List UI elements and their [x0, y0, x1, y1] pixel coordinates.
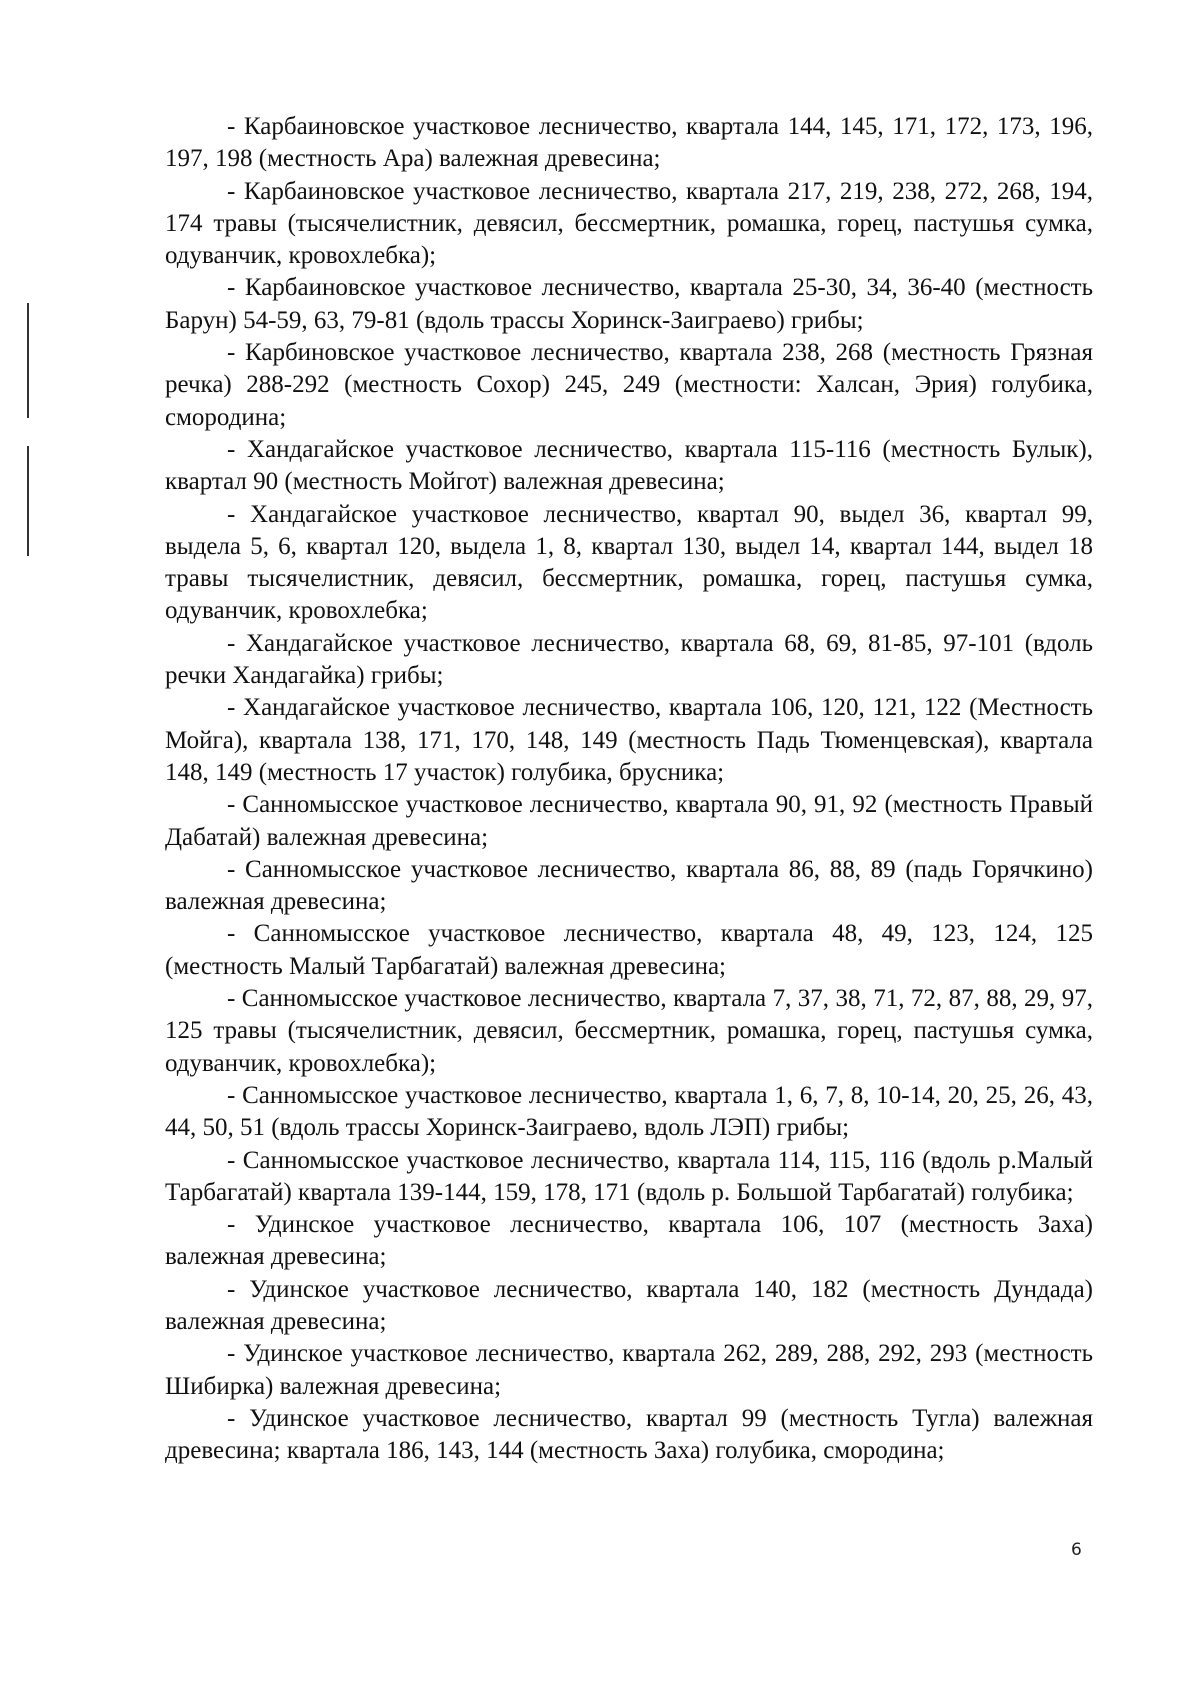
paragraph: - Санномысское участковое лесничество, квартала 90, 91, 92 (местность Правый Дабатай) валежная древесина;	[165, 791, 1093, 851]
paragraph: - Санномысское участковое лесничество, квартала 114, 115, 116 (вдоль р.Малый Тарбагатай) квартала 139-144, 159, 178, 171 (вдоль р. Большой Тарбагатай) голубика;	[165, 1146, 1093, 1206]
paragraph: - Карбиновское участковое лесничество, квартала 238, 268 (местность Грязная речка) 288-292 (местность Сохор) 245, 249 (местности: Халсан, Эрия) голубика, смородина;	[165, 339, 1093, 431]
paragraph: - Санномысское участковое лесничество, квартала 86, 88, 89 (падь Горячкино) валежная древесина;	[165, 855, 1093, 916]
paragraph: - Удинское участковое лесничество, квартала 140, 182 (местность Дундада) валежная древесина;	[165, 1275, 1093, 1335]
paragraph: - Хандагайское участковое лесничество, квартала 106, 120, 121, 122 (Местность Мойга), квартала 138, 171, 170, 148, 149 (местность Падь Тюменцевская), квартала 148, 149 (местность 17 участок) голубика, брусника;	[165, 694, 1093, 786]
paragraph: - Карбаиновское участковое лесничество, квартала 217, 219, 238, 272, 268, 194, 174 травы (тысячелистник, девясил, бессмертник, ромашка, горец, пастушья сумка, одуванчик, кровохлебка);	[165, 177, 1093, 270]
paragraph: - Хандагайское участковое лесничество, квартал 90, выдел 36, квартал 99, выдела 5, 6, квартал 120, выдела 1, 8, квартал 130, выдел 14, квартал 144, выдел 18 травы тысячелистник, девясил, бессмертник, ромашка, горец, пастушья сумка, одуванчик, кровохлебка;	[165, 500, 1093, 625]
paragraph: - Удинское участковое лесничество, квартал 99 (местность Тугла) валежная древесина; квартала 186, 143, 144 (местность Заха) голубика, смородина;	[165, 1404, 1093, 1465]
page-number: 6	[1071, 1540, 1082, 1560]
document-body	[165, 111, 1093, 1467]
margin-line	[27, 446, 29, 556]
paragraph: - Карбаиновское участковое лесничество, квартала 144, 145, 171, 172, 173, 196, 197, 198 (местность Ара) валежная древесина;	[165, 113, 1093, 173]
paragraph: - Санномысское участковое лесничество, квартала 1, 6, 7, 8, 10-14, 20, 25, 26, 43, 44, 50, 51 (вдоль трассы Хоринск-Заиграево, вдоль ЛЭП) грибы;	[165, 1081, 1093, 1142]
paragraph: - Карбаиновское участковое лесничество, квартала 25-30, 34, 36-40 (местность Барун) 54-59, 63, 79-81 (вдоль трассы Хоринск-Заиграево) грибы;	[165, 274, 1093, 334]
paragraph: - Удинское участковое лесничество, квартала 106, 107 (местность Заха) валежная древесина;	[165, 1211, 1093, 1271]
paragraph: - Удинское участковое лесничество, квартала 262, 289, 288, 292, 293 (местность Шибирка) валежная древесина;	[165, 1340, 1093, 1400]
paragraph: - Санномысское участковое лесничество, квартала 48, 49, 123, 124, 125 (местность Малый Тарбагатай) валежная древесина;	[165, 920, 1093, 980]
paragraph: - Хандагайское участковое лесничество, квартала 68, 69, 81-85, 97-101 (вдоль речки Хандагайка) грибы;	[165, 629, 1093, 690]
paragraph: - Хандагайское участковое лесничество, квартала 115-116 (местность Булык), квартал 90 (местность Мойгот) валежная древесина;	[165, 435, 1093, 496]
paragraph: - Санномысское участковое лесничество, квартала 7, 37, 38, 71, 72, 87, 88, 29, 97, 125 травы (тысячелистник, девясил, бессмертник, ромашка, горец, пастушья сумка, одуванчик, кровохлебка);	[165, 985, 1093, 1077]
margin-line	[27, 303, 29, 418]
